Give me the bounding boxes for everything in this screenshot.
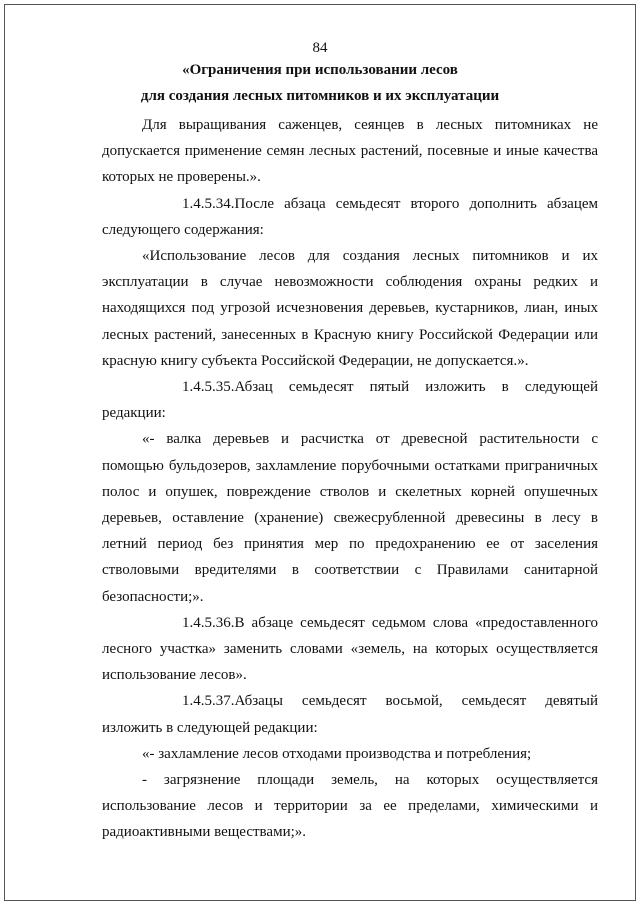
clause-number: 1.4.5.35. xyxy=(182,379,235,396)
paragraph-text: В абзаце семьдесят седьмом слова «предоставленного лесного участка» заменить словами «земель, на которых осуществляется использование лесов». xyxy=(102,614,598,684)
paragraph xyxy=(102,610,598,689)
paragraph xyxy=(102,426,598,609)
paragraph-text: «- валка деревьев и расчистка от древесной растительности с помощью бульдозеров, захламление порубочными остатками приграничных полос и опушек, повреждение стволов и скелетных корней опушечных деревьев, оставление (хранение) свежесрубленной древесины в лесу в летний период без принятия мер по предохранению ее от заселения стволовыми вредителями в соответствии с Правилами санитарной безопасности;». xyxy=(102,431,598,605)
paragraph-text: Абзацы семьдесят восьмой, семьдесят девятый изложить в следующей редакции: xyxy=(102,693,598,736)
paragraph xyxy=(102,374,598,426)
paragraph-text: «Использование лесов для создания лесных питомников и их эксплуатации в случае невозможности соблюдения охраны редких и находящихся под угрозой исчезновения деревьев, кустарников, лиан, иных лесных растений, занесенных в Красную книгу Российской Федерации или красную книгу субъекта Российской Федерации, не допускается.». xyxy=(102,248,598,369)
paragraph xyxy=(102,191,598,243)
paragraph-text: После абзаца семьдесят второго дополнить абзацем следующего содержания: xyxy=(102,195,598,238)
paragraph xyxy=(102,741,598,767)
document-body xyxy=(102,112,598,846)
paragraph-text: - загрязнение площади земель, на которых осуществляется использование лесов и территории за ее пределами, химическими и радиоактивными веществами;». xyxy=(102,772,598,841)
section-heading-line-2: для создания лесных питомников и их эксплуатации xyxy=(140,88,500,104)
paragraph xyxy=(102,112,598,191)
paragraph-text: «- захламление лесов отходами производства и потребления; xyxy=(142,745,532,762)
paragraph-text: Абзац семьдесят пятый изложить в следующей редакции: xyxy=(102,379,598,422)
paragraph xyxy=(102,688,598,740)
paragraph xyxy=(102,243,598,374)
page-number: 84 xyxy=(312,40,328,56)
section-heading-line-1: «Ограничения при использовании лесов xyxy=(182,62,458,78)
clause-number: 1.4.5.37. xyxy=(182,693,235,710)
paragraph-text: Для выращивания саженцев, сеянцев в лесных питомниках не допускается применение семян лесных растений, посевные и иные качества которых не проверены.». xyxy=(102,117,598,186)
clause-number: 1.4.5.36. xyxy=(182,614,235,631)
paragraph xyxy=(102,767,598,846)
clause-number: 1.4.5.34. xyxy=(182,195,235,212)
